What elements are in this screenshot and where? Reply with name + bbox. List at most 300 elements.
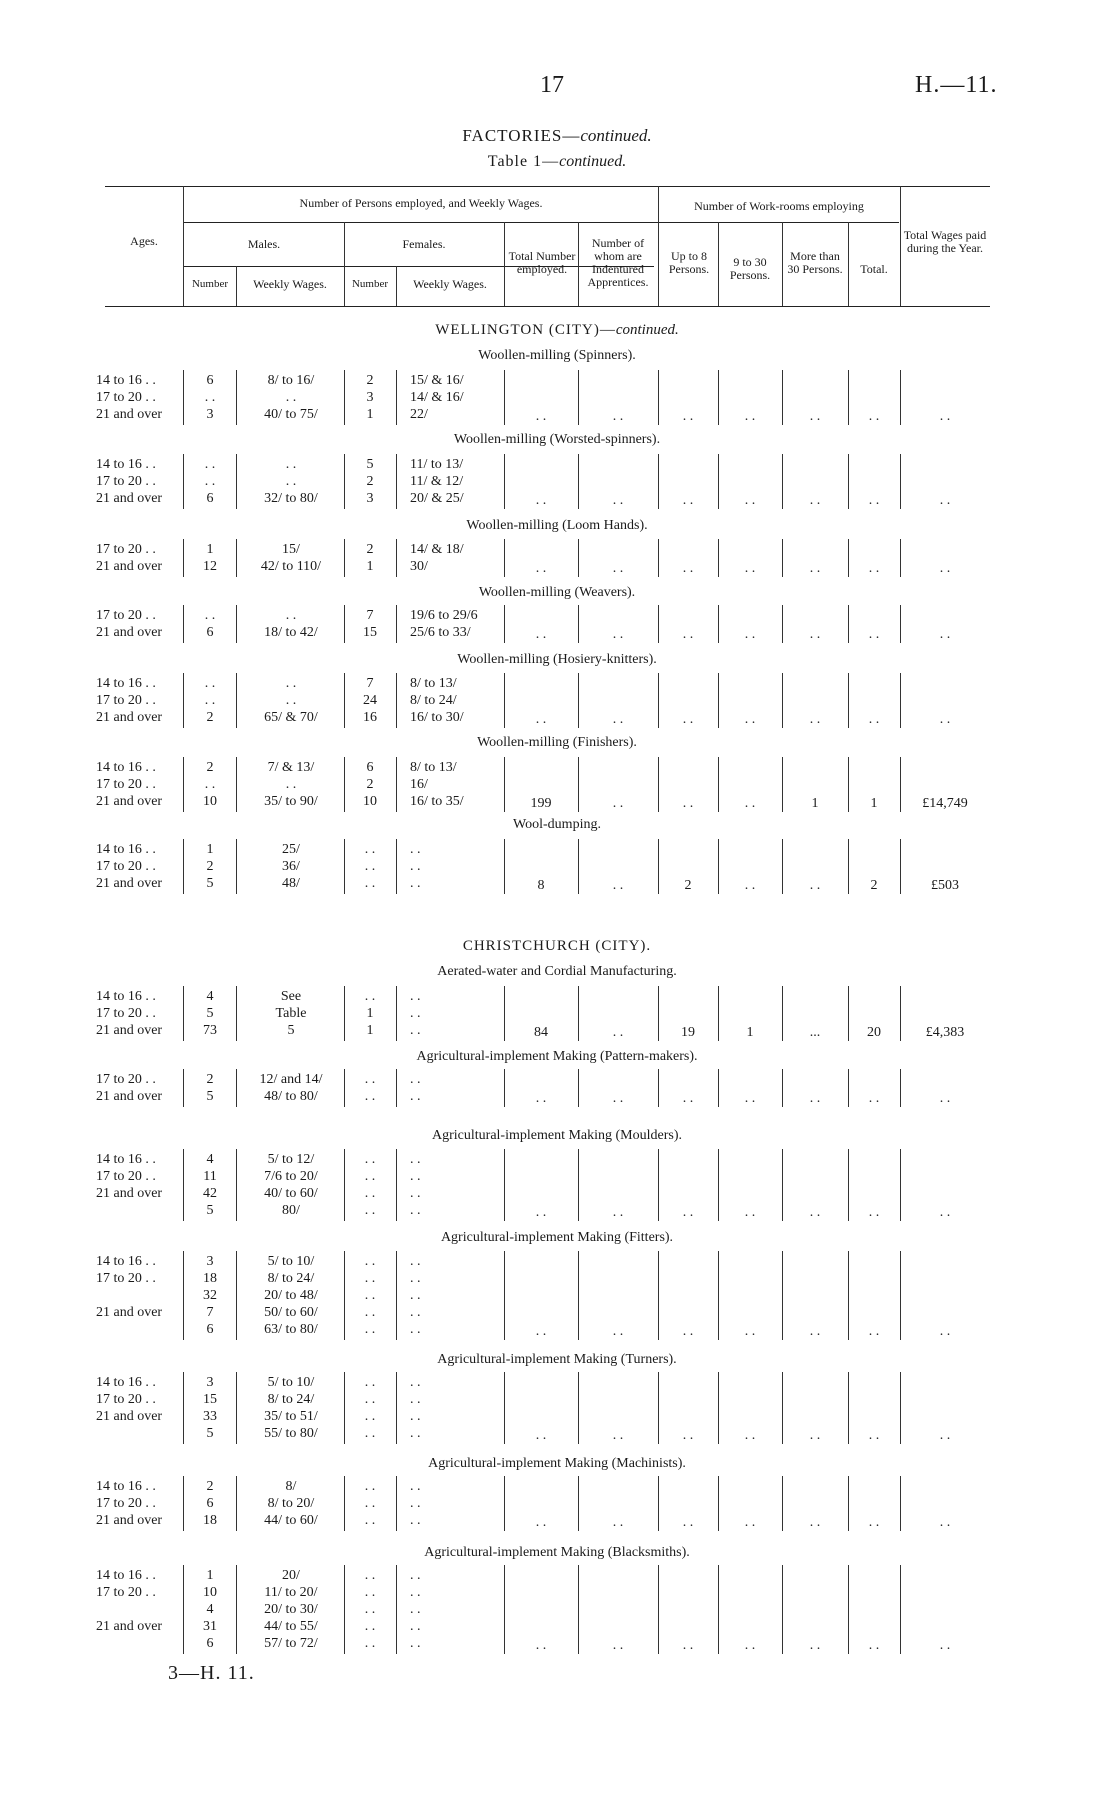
- total-up8: . .: [682, 1515, 694, 1530]
- row-m-wages: 15/: [282, 542, 300, 557]
- row-f-wages: . .: [410, 1513, 421, 1528]
- row-age: 17 to 20 . .: [96, 474, 156, 489]
- row-f-num: 2: [366, 542, 374, 557]
- row-f-num: . .: [364, 1322, 376, 1337]
- row-age: 17 to 20 . .: [96, 859, 156, 874]
- row-f-num: . .: [364, 1089, 376, 1104]
- row-f-wages: 16/: [410, 777, 428, 792]
- row-f-num: . .: [364, 1409, 376, 1424]
- total-wages: £14,749: [922, 796, 968, 811]
- row-f-num: . .: [364, 1602, 376, 1617]
- section-title: WELLINGTON (CITY)—continued.: [435, 322, 679, 338]
- column-rule: [236, 1476, 237, 1531]
- row-m-wages: 8/ to 24/: [267, 1271, 315, 1286]
- total-indent: . .: [612, 1091, 624, 1106]
- row-m-wages: 63/ to 80/: [264, 1322, 318, 1337]
- row-f-num: 3: [366, 390, 374, 405]
- row-m-wages: 8/ to 20/: [267, 1496, 315, 1511]
- row-f-wages: . .: [410, 1006, 421, 1021]
- total-total: . .: [535, 712, 547, 727]
- row-m-num: 4: [206, 1602, 214, 1617]
- column-rule: [396, 673, 397, 728]
- row-f-wages: 19/6 to 29/6: [410, 608, 478, 623]
- total-wages: . .: [939, 561, 951, 576]
- subsection-title: Agricultural-implement Making (Turners).: [437, 1352, 677, 1367]
- total-tot: . .: [868, 409, 880, 424]
- column-rule: [183, 1565, 184, 1654]
- total-n930: . .: [744, 1515, 756, 1530]
- row-f-num: . .: [364, 1271, 376, 1286]
- row-f-num: . .: [364, 1426, 376, 1441]
- row-m-num: 3: [206, 1375, 214, 1390]
- total-total: . .: [535, 1515, 547, 1530]
- column-rule: [183, 1476, 184, 1531]
- row-f-num: 15: [363, 625, 377, 640]
- total-more30: . .: [809, 627, 821, 642]
- row-f-num: . .: [364, 1619, 376, 1634]
- total-total: . .: [535, 561, 547, 576]
- column-rule: [236, 986, 237, 1041]
- column-rule: [344, 370, 345, 425]
- column-rule: [396, 539, 397, 577]
- row-m-wages: 8/: [285, 1479, 297, 1494]
- row-f-wages: 8/ to 13/: [410, 676, 457, 691]
- row-f-wages: . .: [410, 1409, 421, 1424]
- row-m-wages: 57/ to 72/: [264, 1636, 318, 1651]
- column-rule: [344, 986, 345, 1041]
- total-up8: . .: [682, 1638, 694, 1653]
- col-more-than-30: More than 30 Persons.: [787, 249, 843, 276]
- column-rule: [344, 539, 345, 577]
- total-total: 84: [534, 1025, 548, 1040]
- column-rule: [396, 370, 397, 425]
- row-f-wages: . .: [410, 1271, 421, 1286]
- total-more30: . .: [809, 409, 821, 424]
- row-f-wages: . .: [410, 859, 421, 874]
- row-m-wages: . .: [285, 457, 297, 472]
- row-m-wages: 48/ to 80/: [264, 1089, 318, 1104]
- row-age: 14 to 16 . .: [96, 373, 156, 388]
- total-tot: . .: [868, 627, 880, 642]
- total-up8: . .: [682, 409, 694, 424]
- row-m-num: 10: [203, 1585, 217, 1600]
- total-more30: . .: [809, 1205, 821, 1220]
- row-f-num: 1: [366, 1006, 374, 1021]
- row-f-wages: . .: [410, 1305, 421, 1320]
- row-f-wages: 30/: [410, 559, 428, 574]
- row-f-wages: . .: [410, 842, 421, 857]
- column-rule: [396, 839, 397, 894]
- row-f-wages: 20/ & 25/: [410, 491, 464, 506]
- column-rule: [236, 673, 237, 728]
- row-m-num: 6: [206, 1322, 214, 1337]
- row-age: 21 and over: [96, 1409, 163, 1424]
- col-males: Males.: [247, 237, 281, 251]
- total-tot: . .: [868, 712, 880, 727]
- row-m-wages: 5/ to 10/: [267, 1375, 315, 1390]
- row-f-wages: . .: [410, 1254, 421, 1269]
- row-m-num: 32: [203, 1288, 217, 1303]
- row-m-num: 5: [206, 1006, 214, 1021]
- total-indent: . .: [612, 493, 624, 508]
- total-up8: . .: [682, 493, 694, 508]
- total-n930: . .: [744, 627, 756, 642]
- row-m-num: 6: [206, 625, 214, 640]
- row-f-wages: 14/ & 18/: [410, 542, 464, 557]
- column-rule: [183, 1372, 184, 1444]
- total-wages: . .: [939, 1324, 951, 1339]
- row-f-wages: . .: [410, 1375, 421, 1390]
- subsection-title: Woollen-milling (Hosiery-knitters).: [457, 652, 657, 667]
- total-up8: . .: [682, 627, 694, 642]
- row-f-wages: . .: [410, 1089, 421, 1104]
- column-rule: [183, 1069, 184, 1107]
- total-n930: . .: [744, 1324, 756, 1339]
- row-f-num: 2: [366, 474, 374, 489]
- column-rule: [236, 1565, 237, 1654]
- row-m-wages: 12/ and 14/: [259, 1072, 323, 1087]
- column-rule: [236, 1372, 237, 1444]
- row-m-num: 31: [203, 1619, 217, 1634]
- col-total: Total.: [860, 262, 888, 276]
- row-f-num: . .: [364, 1636, 376, 1651]
- col-male-wages: Weekly Wages.: [253, 277, 327, 291]
- row-age: 14 to 16 . .: [96, 676, 156, 691]
- column-rule: [396, 1565, 397, 1654]
- row-m-num: 5: [206, 1089, 214, 1104]
- col-ages: Ages.: [130, 234, 158, 248]
- row-m-wages: 40/ to 60/: [264, 1186, 318, 1201]
- total-total: . .: [535, 627, 547, 642]
- total-total: . .: [535, 409, 547, 424]
- row-m-wages: . .: [285, 693, 297, 708]
- col-male-number: Number: [191, 278, 229, 290]
- total-total: . .: [535, 1324, 547, 1339]
- row-f-num: . .: [364, 1568, 376, 1583]
- total-wages: . .: [939, 1638, 951, 1653]
- row-m-num: 7: [206, 1305, 214, 1320]
- row-age: 17 to 20 . .: [96, 1496, 156, 1511]
- col-female-wages: Weekly Wages.: [413, 277, 487, 291]
- row-f-wages: . .: [410, 1426, 421, 1441]
- row-m-num: 73: [203, 1023, 217, 1038]
- column-rule: [344, 1476, 345, 1531]
- total-wages: £4,383: [925, 1025, 965, 1040]
- row-f-wages: . .: [410, 1288, 421, 1303]
- total-wages: . .: [939, 1428, 951, 1443]
- row-m-num: 10: [203, 794, 217, 809]
- row-m-num: 4: [206, 989, 214, 1004]
- total-indent: . .: [612, 1324, 624, 1339]
- row-age: 17 to 20 . .: [96, 1392, 156, 1407]
- subsection-title: Agricultural-implement Making (Moulders).: [432, 1128, 682, 1143]
- total-more30: . .: [809, 712, 821, 727]
- row-age: 14 to 16 . .: [96, 760, 156, 775]
- total-total: 8: [537, 878, 545, 893]
- row-m-num: 15: [203, 1392, 217, 1407]
- report-code: H.—11.: [915, 72, 998, 98]
- total-tot: . .: [868, 493, 880, 508]
- total-total: 199: [530, 796, 552, 811]
- total-tot: 2: [870, 878, 878, 893]
- subsection-title: Woollen-milling (Worsted-spinners).: [453, 432, 661, 447]
- row-f-wages: . .: [410, 1585, 421, 1600]
- column-rule: [236, 757, 237, 812]
- row-m-wages: 40/ to 75/: [264, 407, 318, 422]
- row-m-wages: 44/ to 60/: [264, 1513, 318, 1528]
- row-m-num: 6: [206, 1496, 214, 1511]
- total-tot: . .: [868, 1638, 880, 1653]
- row-age: 17 to 20 . .: [96, 1585, 156, 1600]
- row-f-num: 16: [363, 710, 377, 725]
- row-m-num: 2: [206, 859, 214, 874]
- row-f-wages: . .: [410, 1186, 421, 1201]
- col-total-wages: Total Wages paid during the Year.: [903, 228, 987, 255]
- column-rule: [183, 1149, 184, 1221]
- total-wages: £503: [931, 878, 959, 893]
- row-m-num: 2: [206, 1072, 214, 1087]
- row-m-num: 1: [206, 1568, 214, 1583]
- column-rule: [344, 454, 345, 509]
- row-age: 14 to 16 . .: [96, 989, 156, 1004]
- total-up8: . .: [682, 561, 694, 576]
- total-tot: 1: [870, 796, 878, 811]
- row-m-num: 18: [203, 1271, 217, 1286]
- column-rule: [236, 605, 237, 643]
- row-m-wages: . .: [285, 777, 297, 792]
- row-f-wages: . .: [410, 989, 421, 1004]
- column-rule: [236, 1251, 237, 1340]
- row-m-num: 5: [206, 1426, 214, 1441]
- row-f-wages: . .: [410, 876, 421, 891]
- row-m-num: . .: [204, 474, 216, 489]
- row-m-num: 6: [206, 1636, 214, 1651]
- row-f-wages: 8/ to 24/: [410, 693, 457, 708]
- column-rule: [396, 757, 397, 812]
- total-more30: 1: [811, 796, 819, 811]
- row-f-num: 10: [363, 794, 377, 809]
- column-rule: [236, 839, 237, 894]
- row-m-num: 33: [203, 1409, 217, 1424]
- row-f-wages: . .: [410, 1169, 421, 1184]
- row-m-num: 18: [203, 1513, 217, 1528]
- row-m-num: 3: [206, 1254, 214, 1269]
- row-m-num: 5: [206, 876, 214, 891]
- column-rule: [396, 1069, 397, 1107]
- row-age: 21 and over: [96, 794, 163, 809]
- row-m-wages: . .: [285, 474, 297, 489]
- total-indent: . .: [612, 1205, 624, 1220]
- row-m-wages: 8/ to 16/: [267, 373, 315, 388]
- row-m-wages: 36/: [282, 859, 300, 874]
- row-m-wages: 7/6 to 20/: [264, 1169, 318, 1184]
- row-f-wages: 11/ & 12/: [410, 474, 464, 489]
- total-indent: . .: [612, 796, 624, 811]
- total-tot: . .: [868, 1091, 880, 1106]
- row-f-num: . .: [364, 1072, 376, 1087]
- total-n930: . .: [744, 1428, 756, 1443]
- subsection-title: Agricultural-implement Making (Blacksmiths).: [424, 1545, 690, 1560]
- total-n930: 1: [746, 1025, 754, 1040]
- row-age: 17 to 20 . .: [96, 777, 156, 792]
- total-indent: . .: [612, 1638, 624, 1653]
- row-m-wages: Table: [275, 1006, 307, 1021]
- row-m-wages: . .: [285, 390, 297, 405]
- row-f-num: 24: [363, 693, 377, 708]
- row-m-num: 6: [206, 373, 214, 388]
- row-age: 21 and over: [96, 1186, 163, 1201]
- total-up8: . .: [682, 796, 694, 811]
- subsection-title: Aerated-water and Cordial Manufacturing.: [437, 964, 677, 979]
- row-m-wages: 7/ & 13/: [267, 760, 315, 775]
- row-age: 21 and over: [96, 407, 163, 422]
- row-m-wages: 35/ to 51/: [264, 1409, 318, 1424]
- total-indent: . .: [612, 712, 624, 727]
- total-indent: . .: [612, 1025, 624, 1040]
- total-up8: 19: [681, 1025, 695, 1040]
- row-f-num: 6: [366, 760, 374, 775]
- row-f-wages: . .: [410, 1023, 421, 1038]
- col-females: Females.: [402, 237, 446, 251]
- row-m-num: 3: [206, 407, 214, 422]
- row-age: 14 to 16 . .: [96, 1152, 156, 1167]
- column-rule: [183, 539, 184, 577]
- row-age: 17 to 20 . .: [96, 1169, 156, 1184]
- total-up8: . .: [682, 1324, 694, 1339]
- row-f-num: . .: [364, 1513, 376, 1528]
- row-m-num: 12: [203, 559, 217, 574]
- row-m-num: 4: [206, 1152, 214, 1167]
- column-rule: [344, 839, 345, 894]
- page-footer: 3—H. 11.: [168, 1662, 255, 1684]
- total-up8: . .: [682, 1205, 694, 1220]
- row-f-num: . .: [364, 1254, 376, 1269]
- row-f-num: . .: [364, 989, 376, 1004]
- column-rule: [236, 539, 237, 577]
- row-f-num: 7: [366, 676, 374, 691]
- subsection-title: Woollen-milling (Finishers).: [477, 735, 637, 750]
- row-f-wages: . .: [410, 1636, 421, 1651]
- row-age: 21 and over: [96, 876, 163, 891]
- subsection-title: Woollen-milling (Spinners).: [478, 348, 636, 363]
- total-more30: . .: [809, 493, 821, 508]
- row-age: 17 to 20 . .: [96, 1072, 156, 1087]
- total-more30: . .: [809, 1638, 821, 1653]
- total-up8: 2: [684, 878, 692, 893]
- row-m-wages: 44/ to 55/: [264, 1619, 318, 1634]
- row-f-wages: . .: [410, 1152, 421, 1167]
- row-m-wages: 20/ to 30/: [264, 1602, 318, 1617]
- total-more30: . .: [809, 878, 821, 893]
- row-age: 21 and over: [96, 559, 163, 574]
- total-n930: . .: [744, 1205, 756, 1220]
- row-m-num: . .: [204, 693, 216, 708]
- total-tot: . .: [868, 1205, 880, 1220]
- row-f-wages: 8/ to 13/: [410, 760, 457, 775]
- total-wages: . .: [939, 1205, 951, 1220]
- row-m-num: . .: [204, 608, 216, 623]
- row-age: 17 to 20 . .: [96, 1271, 156, 1286]
- row-f-num: . .: [364, 1375, 376, 1390]
- total-total: . .: [535, 493, 547, 508]
- subsection-title: Agricultural-implement Making (Pattern-makers).: [416, 1049, 698, 1064]
- column-rule: [344, 1149, 345, 1221]
- page-number: 17: [540, 72, 564, 98]
- row-f-num: 1: [366, 407, 374, 422]
- row-f-wages: 14/ & 16/: [410, 390, 464, 405]
- row-f-num: . .: [364, 1305, 376, 1320]
- total-more30: . .: [809, 561, 821, 576]
- column-rule: [344, 1069, 345, 1107]
- row-m-wages: 5/ to 10/: [267, 1254, 315, 1269]
- total-wages: . .: [939, 409, 951, 424]
- total-more30: . .: [809, 1428, 821, 1443]
- row-f-wages: 11/ to 13/: [410, 457, 464, 472]
- row-f-num: . .: [364, 1392, 376, 1407]
- row-m-wages: 11/ to 20/: [264, 1585, 318, 1600]
- total-up8: . .: [682, 1428, 694, 1443]
- row-age: 17 to 20 . .: [96, 542, 156, 557]
- row-f-wages: 25/6 to 33/: [410, 625, 471, 640]
- col-indentured: Number of whom are Indentured Apprentices.: [587, 236, 649, 289]
- row-f-wages: . .: [410, 1203, 421, 1218]
- col-persons-group: Number of Persons employed, and Weekly Wages.: [299, 196, 543, 210]
- col-up-to-8: Up to 8 Persons.: [668, 249, 710, 276]
- row-age: 14 to 16 . .: [96, 1568, 156, 1583]
- col-total-number: Total Number employed.: [508, 249, 576, 276]
- column-rule: [344, 1251, 345, 1340]
- total-wages: . .: [939, 1091, 951, 1106]
- row-m-wages: 5/ to 12/: [267, 1152, 315, 1167]
- total-more30: . .: [809, 1515, 821, 1530]
- subsection-title: Wool-dumping.: [513, 817, 601, 832]
- row-age: 14 to 16 . .: [96, 842, 156, 857]
- row-m-wages: 25/: [282, 842, 300, 857]
- column-rule: [183, 986, 184, 1041]
- row-age: 14 to 16 . .: [96, 1479, 156, 1494]
- column-rule: [344, 605, 345, 643]
- row-m-wages: . .: [285, 608, 297, 623]
- col-workrooms-group: Number of Work-rooms employing: [694, 199, 864, 213]
- row-f-num: . .: [364, 1479, 376, 1494]
- column-rule: [344, 757, 345, 812]
- total-tot: 20: [867, 1025, 881, 1040]
- row-age: 17 to 20 . .: [96, 390, 156, 405]
- column-rule: [183, 839, 184, 894]
- total-indent: . .: [612, 1428, 624, 1443]
- row-m-num: 5: [206, 1203, 214, 1218]
- row-f-wages: 16/ to 35/: [410, 794, 464, 809]
- row-f-wages: 22/: [410, 407, 428, 422]
- col-female-number: Number: [351, 278, 389, 290]
- total-tot: . .: [868, 1428, 880, 1443]
- row-m-wages: 55/ to 80/: [264, 1426, 318, 1441]
- total-wages: . .: [939, 1515, 951, 1530]
- row-m-num: . .: [204, 390, 216, 405]
- row-m-wages: 35/ to 90/: [264, 794, 318, 809]
- row-f-wages: 16/ to 30/: [410, 710, 464, 725]
- total-n930: . .: [744, 409, 756, 424]
- total-total: . .: [535, 1428, 547, 1443]
- row-m-wages: 20/ to 48/: [264, 1288, 318, 1303]
- column-rule: [396, 605, 397, 643]
- total-n930: . .: [744, 878, 756, 893]
- row-age: 17 to 20 . .: [96, 608, 156, 623]
- subsection-title: Woollen-milling (Loom Hands).: [466, 518, 648, 533]
- subsection-title: Woollen-milling (Weavers).: [478, 585, 636, 600]
- row-f-wages: . .: [410, 1619, 421, 1634]
- subsection-title: Agricultural-implement Making (Fitters).: [440, 1230, 674, 1245]
